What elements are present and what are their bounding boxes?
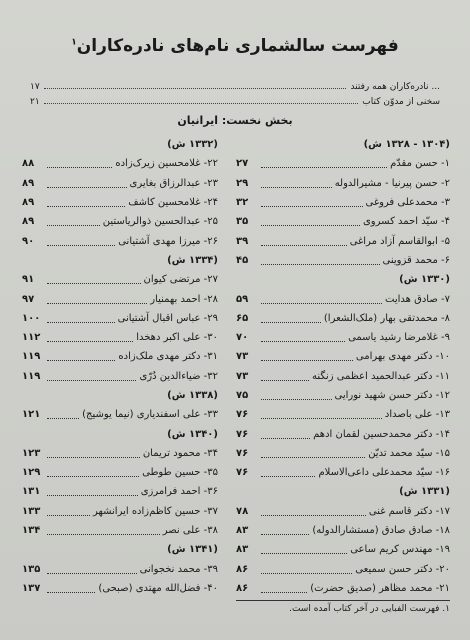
- toc-entry-page: ۸۹: [22, 197, 35, 209]
- toc-entry-name: ۳۸- علی نصر: [162, 525, 218, 537]
- toc-entry-page: ۴۵: [236, 254, 249, 266]
- toc-entry-name: ۳۳- علی اسفندیاری (نیما یوشیج): [82, 409, 218, 421]
- leader-dots: [261, 526, 309, 535]
- leader-dots: [47, 333, 133, 342]
- toc-entry-page: ۷۵: [236, 390, 249, 401]
- toc-entry: [236, 521, 450, 540]
- toc-entry-name: ۱۰- دکتر مهدی بهرامی: [355, 351, 450, 363]
- toc-entry-name: ۱۱- دکتر عبدالحمید اعظمی زنگنه: [312, 370, 450, 382]
- toc-entry: [236, 424, 450, 443]
- toc-entry: [236, 579, 450, 598]
- leader-dots: [47, 217, 100, 226]
- toc-entry-page: ۷۳: [236, 370, 249, 382]
- toc-entry-name: ۲۲- غلامحسین زیرک‌زاده: [115, 158, 218, 170]
- year-group-heading: (۱۳۴۱ ش): [167, 544, 218, 556]
- year-group-heading: (۱۳۰۴ - ۱۳۲۸ ش): [363, 139, 450, 151]
- toc-entry-page: ۱۳۵: [22, 563, 41, 575]
- leader-dots: [261, 179, 332, 188]
- toc-entry-page: ۷۶: [236, 428, 249, 440]
- toc-entry-page: ۸۶: [236, 582, 249, 594]
- toc-entry-page: ۱۰۰: [22, 312, 41, 324]
- toc-entry-name: ۳۵- حسین طوطی: [142, 467, 218, 479]
- toc-entry-name: ۴- سیّد احمد کسروی: [362, 216, 450, 228]
- leader-dots: [47, 275, 141, 284]
- toc-entry: [22, 193, 218, 212]
- toc-entry-page: ۱۲۳: [22, 447, 41, 459]
- toc-entry-page: ۹۷: [22, 293, 35, 305]
- toc-entry: [22, 231, 218, 250]
- leader-dots: [47, 449, 140, 458]
- leader-dots: [261, 237, 347, 246]
- footnote-rule: [236, 600, 450, 601]
- toc-entry: [22, 444, 218, 463]
- toc-entry: [22, 463, 218, 482]
- toc-entry-page: ۷۸: [236, 505, 249, 517]
- intro-entry-name: ... نادره‌کاران همه رفتند: [350, 82, 440, 92]
- toc-entry-page: ۷۳: [236, 351, 249, 363]
- toc-entry-page: ۱۳۷: [22, 582, 41, 594]
- toc-entry: [22, 579, 218, 598]
- toc-entry: [22, 309, 218, 328]
- toc-entry-name: ۱۷- دکتر قاسم غنی: [368, 505, 450, 517]
- toc-entry: [22, 154, 218, 173]
- leader-dots: [261, 352, 353, 361]
- toc-entry-page: ۱۲۹: [22, 467, 41, 479]
- toc-entry: [236, 174, 450, 193]
- toc-entry-page: ۳۲: [236, 197, 249, 209]
- toc-entry: [236, 386, 450, 405]
- leader-dots: [47, 584, 95, 593]
- leader-dots: [261, 372, 309, 381]
- leader-dots: [261, 391, 332, 400]
- leader-dots: [44, 82, 347, 89]
- toc-entry: [236, 193, 450, 212]
- leader-dots: [261, 507, 366, 516]
- toc-entry-name: ۴۰- فضل‌الله مهتدی (صبحی): [98, 582, 218, 594]
- leader-dots: [261, 256, 380, 265]
- toc-entry: [22, 367, 218, 386]
- leader-dots: [261, 295, 382, 304]
- toc-entry-name: ۲۷- مرتضی کیوان: [143, 274, 218, 286]
- toc-entry: [22, 405, 218, 424]
- leader-dots: [47, 159, 112, 168]
- toc-entry-name: ۱۲- دکتر حسن شهید نورایی: [334, 390, 450, 401]
- toc-entry: [236, 231, 450, 250]
- toc-entry: [236, 328, 450, 347]
- toc-entry-name: ۲- حسن پیرنیا - مشیرالدوله: [334, 177, 450, 189]
- leader-dots: [47, 237, 115, 246]
- leader-dots: [261, 565, 352, 574]
- year-group-heading: (۱۳۳۴ ش): [167, 254, 218, 266]
- toc-entry-page: ۲۹: [236, 177, 249, 189]
- toc-entry-name: ۲۳- عبدالرزاق بغایری: [129, 177, 218, 189]
- toc-entry: [236, 405, 450, 424]
- toc-entry-name: ۳۹- محمد نخجوانی: [139, 563, 218, 575]
- toc-entry: [22, 270, 218, 289]
- toc-column-right: [236, 135, 450, 598]
- leader-dots: [261, 314, 321, 323]
- toc-entry-name: ۱۶- سیّد محمدعلی داعی‌الاسلام: [318, 467, 450, 479]
- leader-dots: [47, 352, 115, 361]
- leader-dots: [261, 468, 315, 477]
- toc-entry: [236, 309, 450, 328]
- leader-dots: [261, 584, 307, 593]
- toc-entry-page: ۸۹: [22, 177, 35, 189]
- toc-entry: [236, 289, 450, 308]
- leader-dots: [47, 179, 127, 188]
- toc-entry-name: ۱۸- صادق صادق (مستشارالدوله): [312, 525, 450, 537]
- toc-entry-name: ۲۹- عباس اقبال آشتیانی: [117, 312, 218, 324]
- toc-entry-page: ۹۱: [22, 274, 35, 286]
- year-group-heading: (۱۳۳۱ ش): [399, 486, 450, 498]
- leader-dots: [47, 487, 138, 496]
- toc-entry-page: ۳۹: [236, 235, 249, 247]
- toc-entry-page: ۸۶: [236, 563, 249, 575]
- toc-entry-page: ۸۳: [236, 525, 249, 537]
- toc-entry-name: ۱۵- سیّد محمد تدیّن: [368, 447, 450, 459]
- toc-entry: [22, 212, 218, 231]
- leader-dots: [47, 314, 115, 323]
- leader-dots: [261, 159, 387, 168]
- leader-dots: [47, 468, 139, 477]
- leader-dots: [261, 217, 360, 226]
- toc-entry: [22, 347, 218, 366]
- toc-entry: [22, 502, 218, 521]
- toc-entry: [236, 502, 450, 521]
- toc-entry: [22, 328, 218, 347]
- toc-entry: [22, 482, 218, 501]
- toc-entry-name: ۱۴- دکتر محمدحسین لقمان ادهم: [313, 428, 450, 440]
- toc-entry-page: ۷۶: [236, 447, 249, 459]
- toc-entry-name: ۵- ابوالقاسم آزاد مراغی: [349, 235, 450, 247]
- toc-entry-page: ۷۶: [236, 467, 249, 479]
- leader-dots: [261, 333, 345, 342]
- leader-dots: [261, 430, 310, 439]
- page-title: فهرست سالشماری نام‌های نادره‌کاران$^۱$: [71, 36, 399, 56]
- toc-entry: [236, 540, 450, 559]
- toc-entry-name: ۳۶- احمد فرامرزی: [140, 486, 218, 498]
- toc-entry: [236, 212, 450, 231]
- toc-entry-name: ۳۷- حسین کاظم‌زاده ایرانشهر: [92, 505, 218, 517]
- toc-entry-name: ۲۸- احمد بهمنیار: [150, 293, 218, 305]
- toc-entry-name: ۹- غلامرضا رشید یاسمی: [348, 332, 450, 344]
- toc-entry-page: ۱۱۹: [22, 370, 41, 382]
- leader-dots: [261, 410, 382, 419]
- toc-entry-page: ۵۹: [236, 293, 249, 305]
- toc-entry-page: ۶۵: [236, 312, 249, 324]
- toc-entry-page: ۸۸: [22, 158, 35, 170]
- footnote: ۱. فهرست الفبایی در آخر کتاب آمده است.: [289, 604, 450, 614]
- toc-entry: [22, 174, 218, 193]
- toc-entry-page: ۸۳: [236, 544, 249, 556]
- toc-entry-name: ۲۴- غلامحسین کاشف: [128, 197, 218, 209]
- toc-entry-page: ۲۷: [236, 158, 249, 170]
- toc-entry-name: ۱- حسن مقدّم: [390, 158, 450, 170]
- toc-entry-page: ۸۹: [22, 216, 35, 228]
- toc-entry: [236, 251, 450, 270]
- year-group-heading: (۱۳۳۸ ش): [167, 390, 218, 401]
- toc-entry-page: ۱۳۳: [22, 505, 41, 517]
- toc-entry: [236, 463, 450, 482]
- toc-entry: [236, 367, 450, 386]
- toc-entry: [236, 347, 450, 366]
- toc-entry-name: ۷- صادق هدایت: [385, 293, 450, 305]
- year-group-heading: (۱۳۴۰ ش): [167, 428, 218, 440]
- toc-entry-name: ۲۰- دکتر حسن سمیعی: [355, 563, 450, 575]
- toc-entry-page: ۹۰: [22, 235, 35, 247]
- toc-entry-name: ۳- محمدعلی فروغی: [365, 197, 450, 209]
- toc-entry-name: ۶- محمد قزوینی: [382, 254, 450, 266]
- toc-entry-name: ۸- محمدتقی بهار (ملک‌الشعرا): [323, 312, 450, 324]
- section-heading: بخش نخست: ایرانیان: [177, 114, 293, 127]
- leader-dots: [47, 507, 90, 516]
- intro-entry-page: ۱۷: [30, 82, 40, 92]
- leader-dots: [47, 295, 147, 304]
- leader-dots: [47, 565, 137, 574]
- toc-entry: [22, 289, 218, 308]
- leader-dots: [44, 97, 359, 104]
- title-footnote-mark: ۱: [71, 37, 77, 48]
- toc-entry-name: ۱۳- علی باصداد: [384, 409, 450, 421]
- leader-dots: [47, 198, 125, 207]
- toc-entry-name: ۳۱- دکتر مهدی ملک‌زاده: [118, 351, 218, 363]
- toc-entry-page: ۱۳۴: [22, 525, 41, 537]
- leader-dots: [47, 410, 79, 419]
- leader-dots: [261, 449, 365, 458]
- toc-entry-page: ۱۱۹: [22, 351, 41, 363]
- year-group-heading: (۱۳۳۰ ش): [399, 274, 450, 286]
- toc-entry-page: ۷۰: [236, 332, 249, 344]
- leader-dots: [261, 198, 363, 207]
- toc-entry-page: ۳۵: [236, 216, 249, 228]
- intro-entry-name: سخنی از مدوّن کتاب: [362, 97, 440, 107]
- toc-entry: [22, 560, 218, 579]
- toc-entry-name: ۱۹- مهندس کریم ساعی: [350, 544, 450, 556]
- toc-entry-name: ۳۰- علی اکبر دهخدا: [136, 332, 218, 344]
- leader-dots: [47, 372, 136, 381]
- toc-entry-page: ۱۱۲: [22, 332, 41, 344]
- intro-entry-page: ۲۱: [30, 97, 40, 107]
- toc-entry-page: ۱۲۱: [22, 409, 41, 421]
- toc-entry-page: ۷۶: [236, 409, 249, 421]
- toc-entry-name: ۳۲- ضیاءالدین دُرّی: [139, 370, 218, 382]
- leader-dots: [47, 526, 160, 535]
- toc-entry: [236, 560, 450, 579]
- intro-entry: [30, 97, 440, 107]
- toc-entry: [22, 521, 218, 540]
- year-group-heading: (۱۳۳۲ ش): [167, 139, 218, 151]
- toc-entry-name: ۳۴- محمود تریمان: [142, 447, 218, 459]
- toc-column-left: [22, 135, 218, 598]
- toc-entry-page: ۱۳۱: [22, 486, 41, 498]
- toc-entry-name: ۲۶- میرزا مهدی آشتیانی: [118, 235, 218, 247]
- toc-entry: [236, 444, 450, 463]
- toc-entry: [236, 154, 450, 173]
- toc-entry-name: ۲۵- عبدالحسین ذوالریاستین: [102, 216, 218, 228]
- leader-dots: [261, 545, 347, 554]
- toc-entry-name: ۲۱- محمد مظاهر (صدیق حضرت): [310, 582, 450, 594]
- intro-entry: [30, 82, 440, 92]
